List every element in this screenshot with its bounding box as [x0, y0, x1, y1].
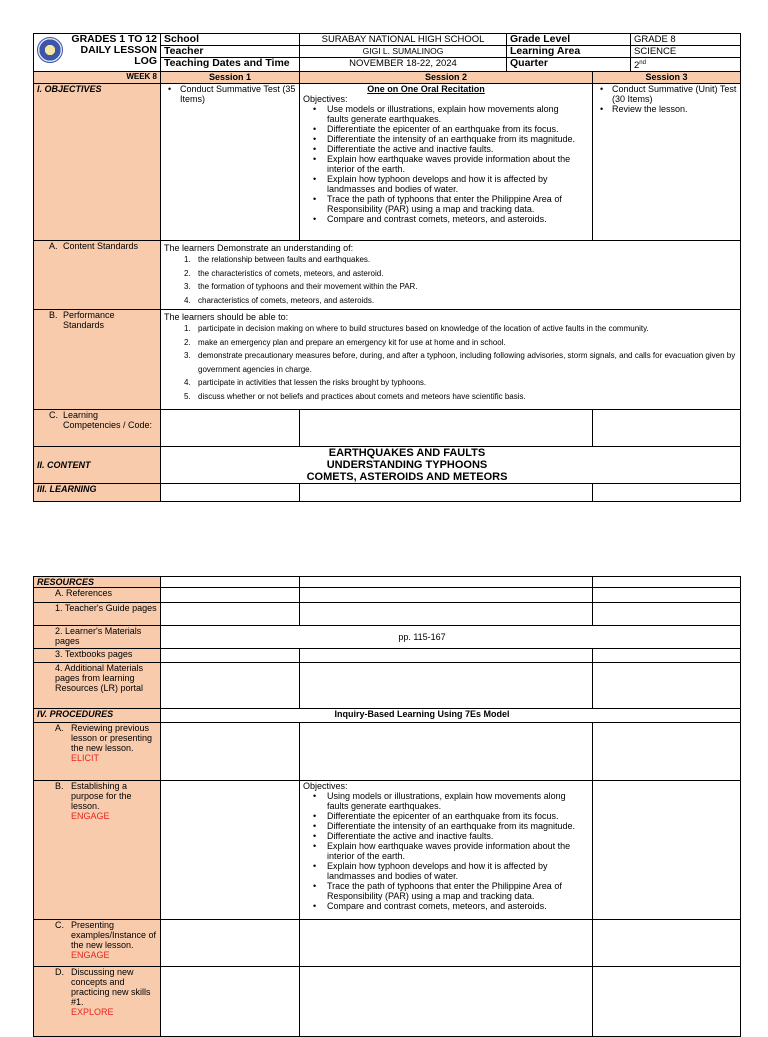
objective-item: • Explain how typhoon develops and how it is affected by landmasses and bodies of water. — [303, 174, 575, 194]
performance-standard-item: 1. participate in decision making on where to build structures based on knowledge of the location of active faults in the community. — [184, 324, 649, 334]
procedure-b-text: Establishing a purpose for the lesson. — [71, 781, 132, 811]
content-topic: UNDERSTANDING TYPHOONS — [326, 459, 488, 472]
competencies-text: Learning Competencies / Code: — [63, 410, 153, 431]
procedure-d-text: Discussing new concepts and practicing new skills #1. — [71, 967, 151, 1007]
procedure-a-session-3 — [593, 723, 741, 781]
procedure-b-item: • Using models or illustrations, explain how movements along faults generate earthquakes. — [303, 791, 583, 811]
procedure-d-label — [34, 967, 161, 1037]
teachers-guide-session-3 — [593, 603, 741, 626]
competencies-session-1 — [161, 410, 300, 447]
textbooks-session-1 — [161, 649, 300, 663]
performance-standard-item: 5. discuss whether or not beliefs and practices about comets and meteors have scientific basis. — [184, 391, 526, 401]
textbooks-session-3 — [593, 649, 741, 663]
learners-materials-pages: pp. 115-167 — [161, 626, 741, 649]
procedure-a-tag: ELICIT — [71, 753, 100, 763]
objectives-session-1 — [161, 84, 300, 241]
session-1-header: Session 1 — [161, 72, 300, 84]
procedure-a-session-2 — [300, 723, 593, 781]
week-label: WEEK 8 — [34, 72, 161, 84]
objective-s3-item: • Review the lesson. — [596, 104, 737, 114]
performance-standards-key: B. — [49, 310, 58, 321]
objective-item: • Differentiate the epicenter of an earthquake from its focus. — [303, 124, 575, 134]
objectives-label: I. OBJECTIVES — [34, 84, 161, 241]
deped-seal-icon — [37, 37, 63, 63]
content-standards-text: Content Standards — [63, 241, 139, 252]
content-standard-item: 4. characteristics of comets, meteors, and asteroids. — [184, 295, 375, 305]
procedure-c-label — [34, 920, 161, 967]
procedure-b-item: • Compare and contrast comets, meteors, and asteroids. — [303, 901, 583, 911]
content-topic: COMETS, ASTEROIDS AND METEORS — [306, 471, 508, 484]
objective-item: • Use models or illustrations, explain how movements along faults generate earthquakes. — [303, 104, 575, 124]
performance-standards-label — [34, 310, 161, 410]
performance-standards-text: Performance Standards — [63, 310, 115, 331]
teacher-label: Teacher — [161, 46, 300, 58]
learning-session-3 — [593, 484, 741, 502]
procedure-a-session-1 — [161, 723, 300, 781]
additional-session-1 — [161, 663, 300, 709]
references-label: A. References — [34, 588, 161, 603]
procedure-b-item: • Explain how typhoon develops and how it is affected by landmasses and bodies of water. — [303, 861, 583, 881]
content-topic: EARTHQUAKES AND FAULTS — [328, 447, 486, 460]
procedure-d-session-3 — [593, 967, 741, 1037]
school-label: School — [161, 34, 300, 46]
teachers-guide-session-2 — [300, 603, 593, 626]
learning-area-value: SCIENCE — [631, 46, 741, 58]
competencies-label — [34, 410, 161, 447]
content-topics — [161, 447, 741, 484]
resources-session-3 — [593, 577, 741, 588]
resources-session-2 — [300, 577, 593, 588]
content-standard-item: 3. the formation of typhoons and their movement within the PAR. — [184, 282, 418, 292]
procedure-b-session-3 — [593, 781, 741, 920]
competencies-session-2 — [300, 410, 593, 447]
quarter-suffix: nd — [639, 60, 646, 66]
teachers-guide-label: 1. Teacher's Guide pages — [34, 603, 161, 626]
objective-s3-item: • Conduct Summative (Unit) Test (30 Items) — [596, 84, 737, 104]
dll-title-block — [34, 34, 161, 72]
procedure-b-tag: ENGAGE — [71, 811, 110, 821]
content-standard-item: 2. the characteristics of comets, meteors, and asteroid. — [184, 268, 384, 278]
performance-standard-item: 3. demonstrate precautionary measures before, during, and after a typhoon, including following advisories, storm signals, and calls for evacuation given by government agencies in charge. — [184, 351, 736, 374]
procedure-b-item: • Explain how earthquake waves provide information about the interior of the earth. — [303, 841, 583, 861]
oral-recitation-title: One on One Oral Recitation — [367, 84, 485, 95]
objectives-session-2 — [300, 84, 593, 241]
procedure-b-item: • Differentiate the epicenter of an earthquake from its focus. — [303, 811, 583, 821]
objective-item: • Compare and contrast comets, meteors, and asteroids. — [303, 214, 575, 224]
dll-title-line2: DAILY LESSON — [80, 44, 157, 56]
quarter-number: 2 — [634, 60, 640, 72]
objectives-intro: Objectives: — [303, 94, 348, 105]
session-3-header: Session 3 — [593, 72, 741, 84]
learning-session-1 — [161, 484, 300, 502]
resources-session-1 — [161, 577, 300, 588]
procedures-label: IV. PROCEDURES — [34, 709, 161, 723]
content-standards-intro: The learners Demonstrate an understanding of: — [164, 243, 354, 254]
lesson-log-table-page2 — [33, 576, 741, 1037]
dates-label: Teaching Dates and Time — [161, 58, 300, 72]
objective-item: • Differentiate the intensity of an earthquake from its magnitude. — [303, 134, 575, 144]
learners-materials-label: 2. Learner's Materials pages — [34, 626, 161, 649]
references-session-1 — [161, 588, 300, 603]
learning-session-2 — [300, 484, 593, 502]
competencies-key: C. — [49, 410, 58, 421]
procedures-model: Inquiry-Based Learning Using 7Es Model — [161, 709, 741, 723]
dll-title-line3: LOG — [134, 55, 157, 67]
procedure-b-key: B. — [55, 781, 64, 791]
textbooks-session-2 — [300, 649, 593, 663]
content-standards-key: A. — [49, 241, 58, 252]
procedure-d-key: D. — [55, 967, 64, 977]
procedure-b-intro: Objectives: — [303, 781, 348, 791]
content-standards-body — [161, 241, 741, 310]
references-session-3 — [593, 588, 741, 603]
lesson-log-table-page1 — [33, 33, 741, 502]
additional-session-2 — [300, 663, 593, 709]
procedure-b-item: • Differentiate the active and inactive faults. — [303, 831, 583, 841]
procedure-c-session-1 — [161, 920, 300, 967]
grade-level-value: GRADE 8 — [631, 34, 741, 46]
procedure-b-item: • Trace the path of typhoons that enter the Philippine Area of Responsibility (PAR) using a map and tracking data. — [303, 881, 583, 901]
procedure-c-text: Presenting examples/Instance of the new lesson. — [71, 920, 157, 950]
procedure-d-session-1 — [161, 967, 300, 1037]
procedure-c-session-2 — [300, 920, 593, 967]
additional-session-3 — [593, 663, 741, 709]
teachers-guide-session-1 — [161, 603, 300, 626]
quarter-value — [631, 58, 741, 72]
procedure-c-key: C. — [55, 920, 64, 930]
teacher-value: GIGI L. SUMALINOG — [300, 46, 507, 58]
objective-item: • Trace the path of typhoons that enter the Philippine Area of Responsibility (PAR) using a map and tracking data. — [303, 194, 575, 214]
performance-standards-intro: The learners should be able to: — [164, 312, 289, 323]
resources-label: RESOURCES — [34, 577, 161, 588]
procedure-c-tag: ENGAGE — [71, 950, 110, 960]
procedure-b-objectives — [300, 781, 593, 920]
objective-item: • Explain how earthquake waves provide information about the interior of the earth. — [303, 154, 575, 174]
quarter-label: Quarter — [507, 58, 631, 72]
additional-materials-label: 4. Additional Materials pages from learning Resources (LR) portal — [34, 663, 161, 709]
procedure-b-label — [34, 781, 161, 920]
procedure-b-item: • Differentiate the intensity of an earthquake from its magnitude. — [303, 821, 583, 831]
dll-title-line1: GRADES 1 TO 12 — [71, 33, 157, 45]
procedure-a-key: A. — [55, 723, 64, 733]
procedure-b-session-1 — [161, 781, 300, 920]
procedure-a-label — [34, 723, 161, 781]
references-session-2 — [300, 588, 593, 603]
school-value: SURABAY NATIONAL HIGH SCHOOL — [300, 34, 507, 46]
content-standard-item: 1. the relationship between faults and earthquakes. — [184, 255, 371, 265]
procedure-a-text: Reviewing previous lesson or presenting the new lesson. — [71, 723, 153, 753]
textbooks-label: 3. Textbooks pages — [34, 649, 161, 663]
competencies-session-3 — [593, 410, 741, 447]
learning-area-label: Learning Area — [507, 46, 631, 58]
performance-standard-item: 2. make an emergency plan and prepare an emergency kit for use at home and in school. — [184, 337, 506, 347]
grade-level-label: Grade Level — [507, 34, 631, 46]
procedure-c-session-3 — [593, 920, 741, 967]
performance-standards-body — [161, 310, 741, 410]
objective-s1-item: • Conduct Summative Test (35 Items) — [164, 84, 296, 104]
objectives-session-3 — [593, 84, 741, 241]
learning-label: III. LEARNING — [34, 484, 161, 502]
content-label: II. CONTENT — [34, 447, 161, 484]
content-standards-label — [34, 241, 161, 310]
procedure-d-session-2 — [300, 967, 593, 1037]
procedure-d-tag: EXPLORE — [71, 1007, 114, 1017]
dates-value: NOVEMBER 18-22, 2024 — [300, 58, 507, 72]
objective-item: • Differentiate the active and inactive faults. — [303, 144, 575, 154]
session-2-header: Session 2 — [300, 72, 593, 84]
performance-standard-item: 4. participate in activities that lessen the risks brought by typhoons. — [184, 378, 427, 388]
